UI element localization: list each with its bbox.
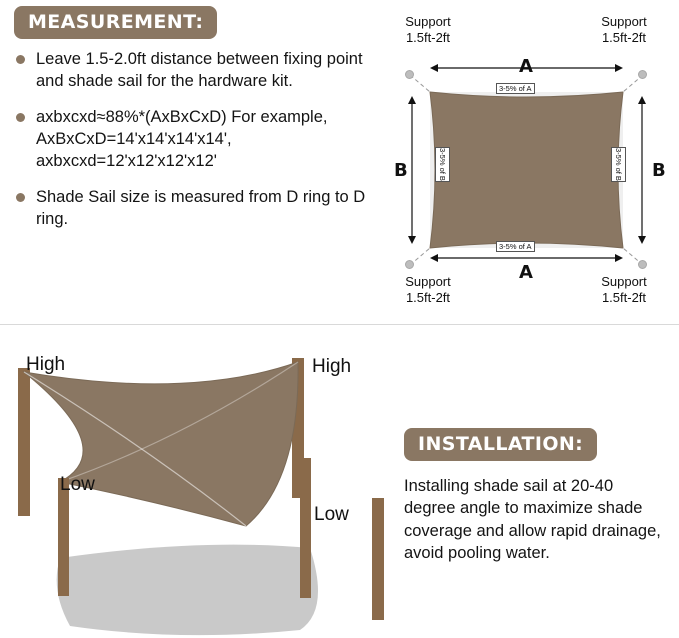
- support-label-bottom-right: Support 1.5ft-2ft: [601, 274, 647, 305]
- measurement-bullet-text: Shade Sail size is measured from D ring to D ring.: [36, 187, 366, 228]
- post-front-right: [300, 458, 311, 598]
- dimension-letter-left: B: [394, 160, 408, 181]
- post-far-right: [372, 498, 384, 620]
- support-line-top-left: [410, 75, 430, 92]
- label-high-left: High: [26, 354, 66, 375]
- list-item: [14, 49, 389, 93]
- support-node-bottom-right: [638, 260, 647, 269]
- label-high-right: High: [312, 356, 352, 377]
- list-item: [14, 107, 389, 173]
- dimension-letter-bottom: A: [519, 262, 533, 283]
- installation-illustration: [0, 330, 400, 638]
- support-node-bottom-left: [405, 260, 414, 269]
- sail-body: [430, 92, 623, 248]
- ground-shadow: [57, 545, 318, 635]
- post-back-left: [18, 368, 30, 516]
- support-node-top-left: [405, 70, 414, 79]
- support-label-bottom-left: Support 1.5ft-2ft: [405, 274, 451, 305]
- label-low-right: Low: [314, 504, 349, 525]
- measurement-banner-label: MEASUREMENT:: [28, 11, 204, 33]
- dimension-letter-right: B: [652, 160, 666, 181]
- bullet-dot-icon: [16, 55, 25, 64]
- tolerance-right: 3-5% of B: [611, 147, 626, 182]
- installation-body-text: Installing shade sail at 20-40 degree angle to maximize shade coverage and allow rapid drainage, avoid pooling water.: [404, 477, 661, 563]
- tolerance-bottom: 3-5% of A: [496, 241, 535, 252]
- installation-section: [404, 428, 666, 565]
- installation-banner-label: INSTALLATION:: [418, 433, 584, 455]
- shade-sail-dimension-diagram: [380, 4, 675, 322]
- tolerance-left: 3-5% of B: [435, 147, 450, 182]
- support-label-top-left: Support 1.5ft-2ft: [405, 14, 451, 45]
- bullet-dot-icon: [16, 113, 25, 122]
- section-divider: [0, 324, 679, 325]
- support-node-top-right: [638, 70, 647, 79]
- measurement-section: [14, 6, 389, 245]
- measurement-bullet-text: Leave 1.5-2.0ft distance between fixing point and shade sail for the hardware kit.: [36, 50, 363, 90]
- measurement-bullet-text: axbxcxd≈88%*(AxBxCxD) For example, AxBxCxD=14'x14'x14'x14', axbxcxd=12'x12'x12'x12': [36, 107, 328, 170]
- bullet-dot-icon: [16, 193, 25, 202]
- measurement-banner: [14, 6, 217, 39]
- label-low-left: Low: [60, 474, 95, 495]
- dimension-letter-top: A: [519, 56, 533, 77]
- installation-banner: [404, 428, 597, 461]
- list-item: [14, 187, 389, 231]
- measurement-bullet-list: [14, 49, 389, 231]
- tolerance-top: 3-5% of A: [496, 83, 535, 94]
- support-label-top-right: Support 1.5ft-2ft: [601, 14, 647, 45]
